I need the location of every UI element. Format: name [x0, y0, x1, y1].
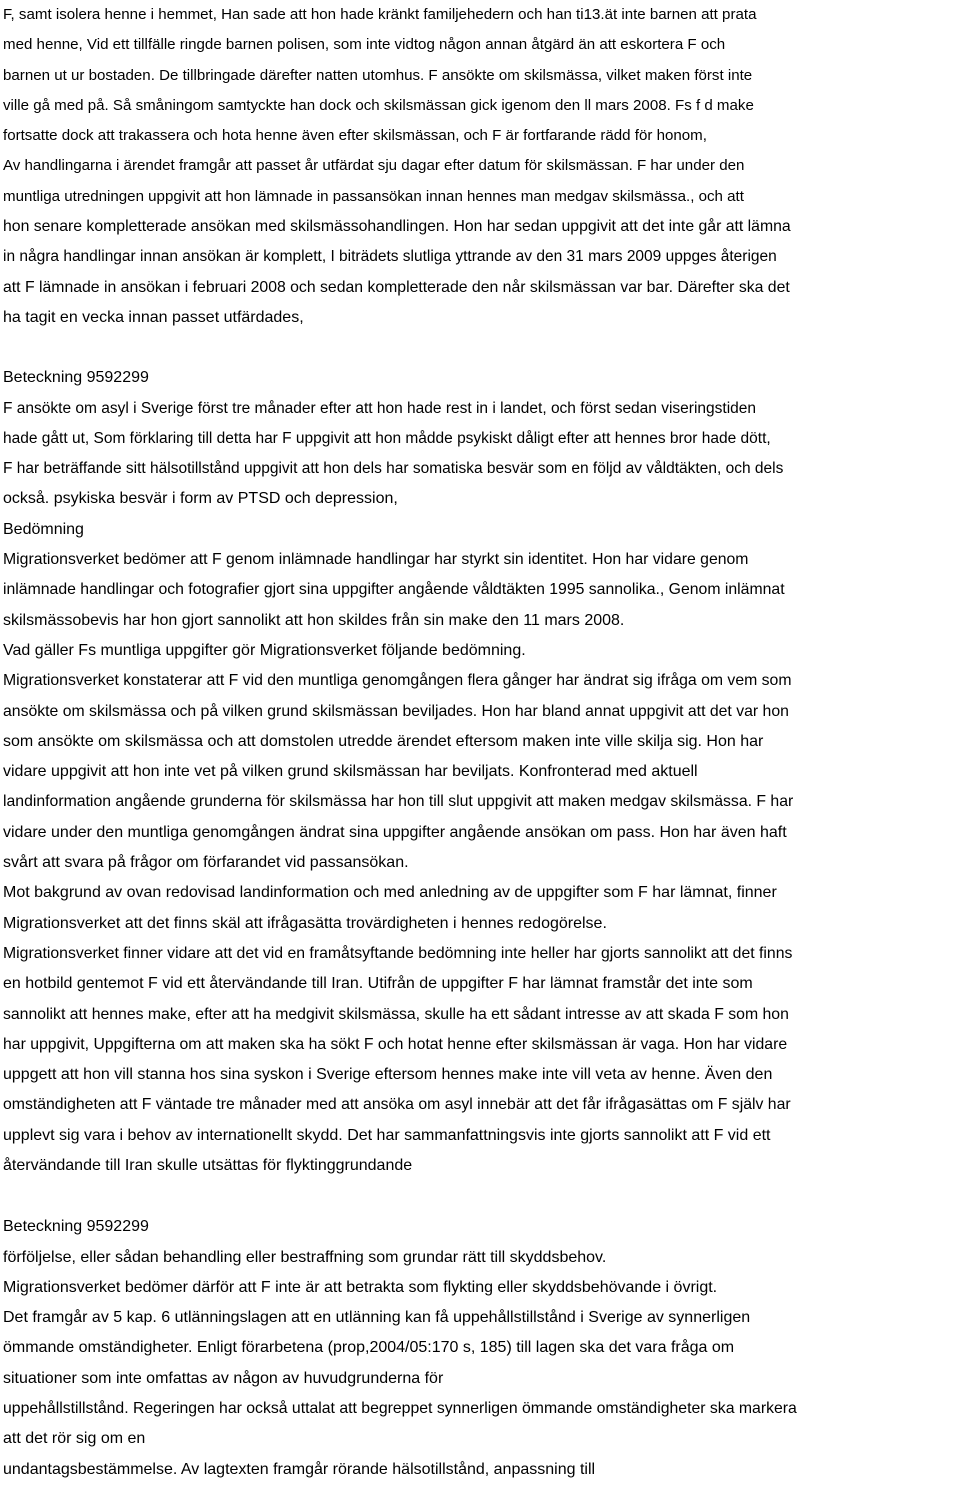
- text-line: inlämnade handlingar och fotografier gjort sina uppgifter angående våldtäkten 1995 sannolika., Genom inlämnat: [3, 581, 785, 599]
- text-line: ömmande omständigheter. Enligt förarbetena (prop,2004/05:170 s, 185) till lagen ska det vara fråga om: [3, 1339, 735, 1357]
- text-line: upplevt sig vara i behov av internationellt skydd. Det har sammanfattningsvis inte gjorts sannolikt att F vid ett: [3, 1126, 771, 1144]
- text-line: landinformation angående grunderna för skilsmässa har hon till slut uppgivit att maken medgav skilsmässa. F har: [3, 793, 794, 811]
- text-line: svårt att svara på frågor om förfarandet vid passansökan.: [3, 854, 409, 872]
- text-line: Migrationsverket att det finns skäl att ifrågasätta trovärdigheten i hennes redogörelse.: [3, 914, 607, 932]
- paragraph-gap: [3, 1181, 952, 1212]
- text-line: uppehållstillstånd. Regeringen har också uttalat att begreppet synnerligen ömmande omständigheter ska markera: [3, 1400, 797, 1418]
- text-line: hon senare kompletterade ansökan med skilsmässohandlingen. Hon har sedan uppgivit att det inte går att lämna: [3, 218, 791, 236]
- section-heading-bedomning: Bedömning: [3, 520, 84, 538]
- text-line: ha tagit en vecka innan passet utfärdades,: [3, 308, 304, 326]
- text-line: Det framgår av 5 kap. 6 utlänningslagen att en utlänning kan få uppehållstillstånd i Sverige av synnerligen: [3, 1309, 751, 1327]
- text-line: Vad gäller Fs muntliga uppgifter gör Migrationsverket följande bedömning.: [3, 641, 526, 659]
- text-line: ansökte om skilsmässa och på vilken grund skilsmässan beviljades. Hon har bland annat uppgivit att det var hon: [3, 702, 789, 720]
- text-line: situationer som inte omfattas av någon av huvudgrunderna för: [3, 1369, 444, 1387]
- text-line: fortsatte dock att trakassera och hota henne även efter skilsmässan, och F är fortfarande rädd för honom,: [3, 127, 707, 145]
- text-line: en hotbild gentemot F vid ett återvändande till Iran. Utifrån de uppgifter F har lämnat framstår det inte som: [3, 975, 753, 993]
- paragraph-gap: [3, 333, 952, 363]
- section-reference: Beteckning 9592299: [3, 1218, 149, 1236]
- text-line: som ansökte om skilsmässa och att domstolen utredde ärendet eftersom maken inte ville skilja sig. Hon har: [3, 732, 764, 750]
- text-line: hade gått ut, Som förklaring till detta har F uppgivit att hon mådde psykiskt dåligt efter att hennes bror hade dött,: [3, 429, 771, 447]
- text-line: ville gå med på. Så småningom samtyckte han dock och skilsmässan gick igenom den ll mars 2008. Fs f d make: [3, 96, 754, 114]
- text-line: vidare under den muntliga genomgången ändrat sina uppgifter angående ansökan om pass. Hon har även haft: [3, 823, 787, 841]
- text-line: muntliga utredningen uppgivit att hon lämnade in passansökan innan hennes man medgav skilsmässa., och att: [3, 187, 744, 205]
- text-line: F ansökte om asyl i Sverige först tre månader efter att hon hade rest in i landet, och först sedan viseringstiden: [3, 399, 756, 417]
- text-line: skilsmässobevis har hon gjort sannolikt att hon skildes från sin make den 11 mars 2008.: [3, 611, 625, 629]
- text-line: Av handlingarna i ärendet framgår att passet år utfärdat sju dagar efter datum för skilsmässan. F har under den: [3, 157, 745, 175]
- text-line: omständigheten att F väntade tre månader med att ansöka om asyl innebär att det får ifrågasättas om F själv har: [3, 1096, 791, 1114]
- text-line: in några handlingar innan ansökan är komplett, I biträdets slutliga yttrande av den 31 mars 2009 uppges återigen: [3, 248, 777, 266]
- paragraph-conclusion: [3, 1212, 952, 1485]
- text-line: har uppgivit, Uppgifterna om att maken ska ha sökt F och hotat henne efter skilsmässan är vaga. Hon har vidare: [3, 1035, 788, 1053]
- section-reference: Beteckning 9592299: [3, 369, 149, 387]
- text-line: vidare uppgivit att hon inte vet på vilken grund skilsmässan har beviljats. Konfronterad med aktuell: [3, 763, 698, 781]
- text-line: också. psykiska besvär i form av PTSD och depression,: [3, 490, 398, 508]
- text-line: förföljelse, eller sådan behandling eller bestraffning som grundar rätt till skyddsbehov.: [3, 1248, 607, 1266]
- text-line: sannolikt att hennes make, efter att ha medgivit skilsmässa, skulle ha ett sådant intresse av att skada F som hon: [3, 1005, 789, 1023]
- paragraph-assessment: [3, 363, 952, 1181]
- text-line: Mot bakgrund av ovan redovisad landinformation och med anledning av de uppgifter som F har lämnat, finner: [3, 884, 777, 902]
- text-line: att F lämnade in ansökan i februari 2008 och sedan kompletterade den når skilsmässan var bar. Därefter ska det: [3, 278, 790, 296]
- text-line: återvändande till Iran skulle utsättas för flyktinggrundande: [3, 1156, 413, 1174]
- text-line: Migrationsverket bedömer att F genom inlämnade handlingar har styrkt sin identitet. Hon har vidare genom: [3, 551, 749, 569]
- text-line: F har beträffande sitt hälsotillstånd uppgivit att hon dels har somatiska besvär som en följd av våldtäkten, och dels: [3, 460, 784, 478]
- text-line: att det rör sig om en: [3, 1430, 146, 1448]
- text-line: Migrationsverket finner vidare att det vid en framåtsyftande bedömning inte heller har gjorts sannolikt att det finns: [3, 944, 793, 962]
- text-line: Migrationsverket bedömer därför att F inte är att betrakta som flykting eller skyddsbehövande i övrigt.: [3, 1278, 718, 1296]
- text-line: Migrationsverket konstaterar att F vid den muntliga genomgången flera gånger har ändrat sig ifråga om vem som: [3, 672, 792, 690]
- text-line: med henne, Vid ett tillfälle ringde barnen polisen, som inte vidtog någon annan åtgärd än att eskortera F och: [3, 36, 726, 54]
- text-line: barnen ut ur bostaden. De tillbringade därefter natten utomhus. F ansökte om skilsmässa, vilket maken först inte: [3, 66, 753, 84]
- paragraph-case-background: [3, 0, 952, 333]
- text-line: F, samt isolera henne i hemmet, Han sade att hon hade kränkt familjehedern och han ti13.ät inte barnen att prata: [3, 6, 757, 23]
- text-line: undantagsbestämmelse. Av lagtexten framgår rörande hälsotillstånd, anpassning till: [3, 1460, 596, 1478]
- text-line: uppgett att hon vill stanna hos sina syskon i Sverige eftersom hennes make inte vill veta av henne. Även den: [3, 1066, 773, 1084]
